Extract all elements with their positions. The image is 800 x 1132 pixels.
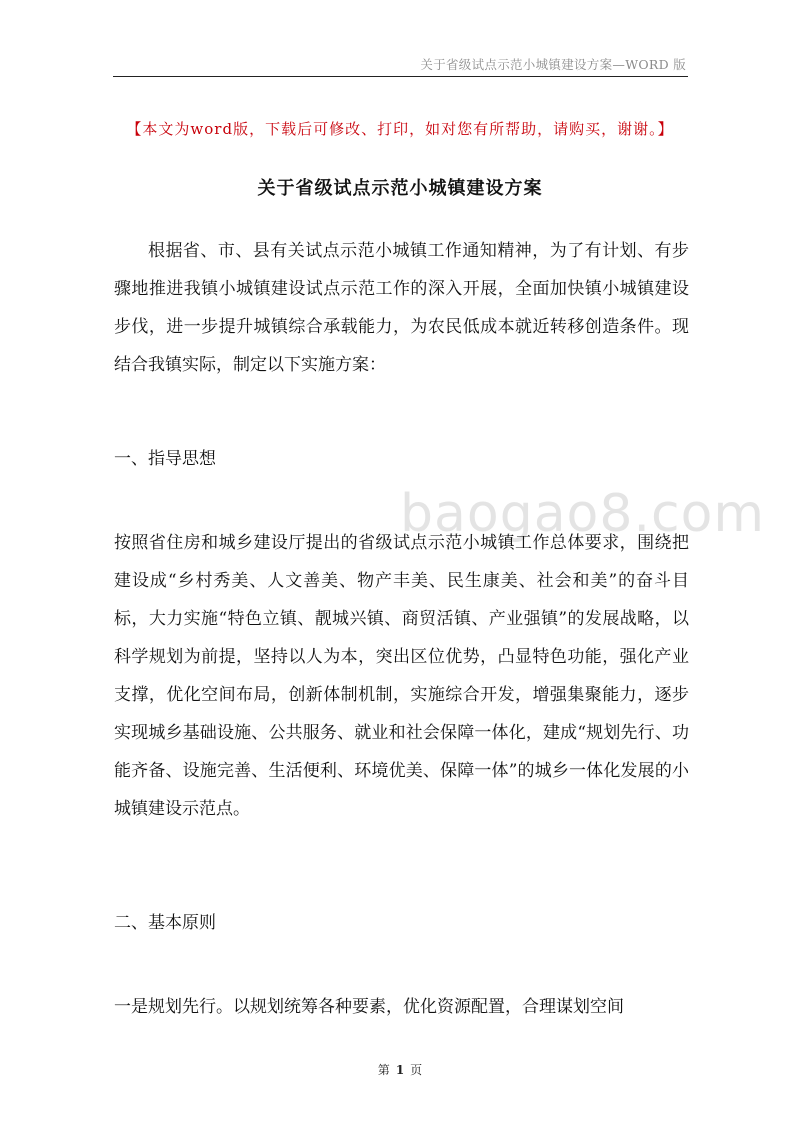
- page-number: 1: [395, 1063, 405, 1077]
- section-body-basic-principles: 一是规划先行。以规划统筹各种要素，优化资源配置，合理谋划空间: [114, 997, 624, 1017]
- section-heading-guiding-ideology: 一、指导思想: [114, 449, 216, 469]
- footer-suffix: 页: [410, 1063, 423, 1077]
- section-body-guiding-ideology: 按照省住房和城乡建设厅提出的省级试点示范小城镇工作总体要求，围绕把建设成“乡村秀美、人文善美、物产丰美、民生康美、社会和美”的奋斗目标，大力实施“特色立镇、靓城兴镇、商贸活镇、产业强镇”的发展战略，以科学规划为前提，坚持以人为本，突出区位优势，凸显特色功能，强化产业支撑，优化空间布局，创新体制机制，实施综合开发，增强集聚能力，逐步实现城乡基础设施、公共服务、就业和社会保障一体化，建成“规划先行、功能齐备、设施完善、生活便利、环境优美、保障一体”的城乡一体化发展的小城镇建设示范点。: [114, 533, 689, 819]
- watermark: baogao8.com: [400, 484, 766, 544]
- page-footer: [0, 1061, 800, 1078]
- footer-prefix: 第: [377, 1063, 390, 1077]
- document-title: 关于省级试点示范小城镇建设方案: [257, 178, 543, 199]
- download-notice: 【本文为word版，下载后可修改、打印，如对您有所帮助，请购买，谢谢。】: [126, 120, 674, 138]
- header-divider: [113, 76, 688, 77]
- running-header: 关于省级试点示范小城镇建设方案—WORD 版: [420, 57, 686, 72]
- intro-paragraph: 根据省、市、县有关试点示范小城镇工作通知精神，为了有计划、有步骤地推进我镇小城镇建设试点示范工作的深入开展，全面加快镇小城镇建设步伐，进一步提升城镇综合承载能力，为农民低成本就近转移创造条件。现结合我镇实际，制定以下实施方案：: [114, 241, 689, 375]
- section-heading-basic-principles: 二、基本原则: [114, 913, 216, 933]
